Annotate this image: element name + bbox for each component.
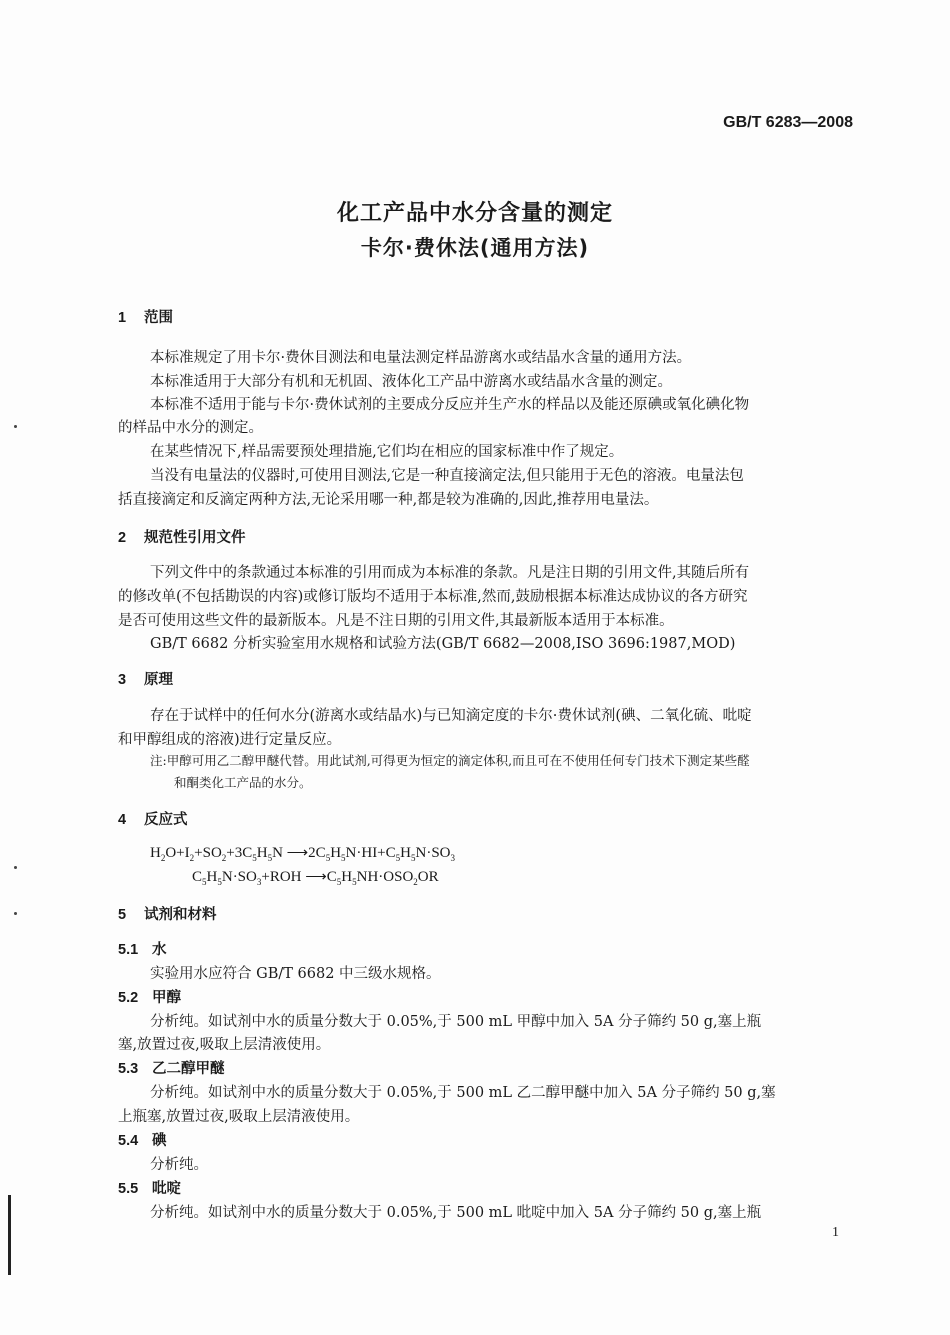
paragraph-cont: 和甲醇组成的溶液)进行定量反应。 [118, 732, 342, 748]
section-title: 规范性引用文件 [144, 530, 246, 546]
scan-speck [14, 425, 17, 428]
subsection-number: 5.5 [118, 1181, 139, 1197]
subsection-heading-5-3 [118, 1057, 225, 1078]
subsection-heading-5-1 [118, 938, 167, 959]
subsection-title: 乙二醇甲醚 [152, 1061, 225, 1077]
section-number: 4 [118, 812, 127, 828]
paragraph: 本标准规定了用卡尔·费休目测法和电量法测定样品游离水或结晶水含量的通用方法。 [150, 350, 692, 366]
paragraph-cont: 塞,放置过夜,吸取上层清液使用。 [118, 1037, 331, 1053]
section-heading-1 [118, 306, 173, 327]
subsection-number: 5.1 [118, 942, 139, 958]
subsection-number: 5.3 [118, 1061, 139, 1077]
reaction-equation-2: $C_5H_5N\cdot SO_3+ROH$ $⟶C_5H_5NH\cdot OSO_2OR$ [192, 869, 439, 887]
paragraph-cont: 的修改单(不包括勘误的内容)或修订版均不适用于本标准,然而,鼓励根据本标准达成协议的各方研究 [118, 589, 748, 605]
section-title: 原理 [144, 672, 173, 688]
subsection-title: 吡啶 [152, 1181, 181, 1197]
subsection-number: 5.2 [118, 990, 139, 1006]
paragraph: 分析纯。如试剂中水的质量分数大于 0.05%,于 500 mL 甲醇中加入 5A 分子筛约 50 g,塞上瓶 [150, 1014, 762, 1030]
scan-speck [14, 866, 17, 869]
subsection-title: 碘 [152, 1133, 167, 1149]
paragraph: 实验用水应符合 GB/T 6682 中三级水规格。 [150, 966, 441, 982]
subsection-heading-5-4 [118, 1129, 167, 1150]
paragraph: 分析纯。 [150, 1157, 208, 1173]
paragraph-cont: 上瓶塞,放置过夜,吸取上层清液使用。 [118, 1109, 360, 1125]
section-heading-2 [118, 526, 246, 547]
document-title: 化工产品中水分含量的测定 [336, 201, 613, 226]
paragraph: 存在于试样中的任何水分(游离水或结晶水)与已知滴定度的卡尔·费休试剂(碘、二氧化硫、吡啶 [150, 708, 752, 724]
paragraph-cont: 是否可使用这些文件的最新版本。凡是不注日期的引用文件,其最新版本适用于本标准。 [118, 613, 674, 629]
subsection-number: 5.4 [118, 1133, 139, 1149]
section-number: 1 [118, 310, 127, 326]
scan-speck [14, 912, 17, 915]
subsection-title: 甲醇 [152, 990, 181, 1006]
section-heading-3 [118, 668, 173, 689]
subsection-heading-5-2 [118, 986, 181, 1007]
note: 注:甲醇可用乙二醇甲醚代替。用此试剂,可得更为恒定的滴定体积,而且可在不使用任何专门技术下测定某些醛 [150, 753, 750, 768]
page-number: 1 [832, 1225, 839, 1240]
paragraph: 在某些情况下,样品需要预处理措施,它们均在相应的国家标准中作了规定。 [150, 444, 624, 460]
paragraph: 分析纯。如试剂中水的质量分数大于 0.05%,于 500 mL 吡啶中加入 5A 分子筛约 50 g,塞上瓶 [150, 1205, 762, 1221]
paragraph: 下列文件中的条款通过本标准的引用而成为本标准的条款。凡是注日期的引用文件,其随后所有 [150, 565, 750, 581]
document-subtitle: 卡尔·费休法(通用方法) [360, 236, 590, 260]
standard-code: GB/T 6283—2008 [723, 114, 853, 131]
subsection-title: 水 [152, 942, 167, 958]
subsection-heading-5-5 [118, 1177, 181, 1198]
paragraph: 当没有电量法的仪器时,可使用目测法,它是一种直接滴定法,但只能用于无色的溶液。电量法包 [150, 468, 744, 484]
section-title: 范围 [144, 310, 173, 326]
paragraph: 本标准不适用于能与卡尔·费休试剂的主要成分反应并生产水的样品以及能还原碘或氧化碘化物 [150, 397, 750, 413]
reaction-equation-1: $H_2O+I_2+SO_2+3C_5H_5N$ $⟶2C_5H_5N\cdot HI+C_5H_5N\cdot SO_3$ [150, 845, 456, 863]
section-number: 5 [118, 907, 127, 923]
scan-edge-mark [8, 1195, 11, 1275]
note-cont: 和酮类化工产品的水分。 [174, 775, 312, 790]
section-title: 反应式 [144, 812, 188, 828]
section-number: 2 [118, 530, 127, 546]
paragraph: 分析纯。如试剂中水的质量分数大于 0.05%,于 500 mL 乙二醇甲醚中加入 5A 分子筛约 50 g,塞 [150, 1085, 776, 1101]
normative-reference: GB/T 6682 分析实验室用水规格和试验方法(GB/T 6682—2008,ISO 3696:1987,MOD) [150, 636, 736, 652]
section-heading-5 [118, 903, 217, 924]
paragraph-cont: 的样品中水分的测定。 [118, 420, 263, 436]
section-number: 3 [118, 672, 127, 688]
paragraph-cont: 括直接滴定和反滴定两种方法,无论采用哪一种,都是较为准确的,因此,推荐用电量法。 [118, 492, 659, 508]
section-title: 试剂和材料 [144, 907, 217, 923]
section-heading-4 [118, 808, 188, 829]
paragraph: 本标准适用于大部分有机和无机固、液体化工产品中游离水或结晶水含量的测定。 [150, 374, 672, 390]
